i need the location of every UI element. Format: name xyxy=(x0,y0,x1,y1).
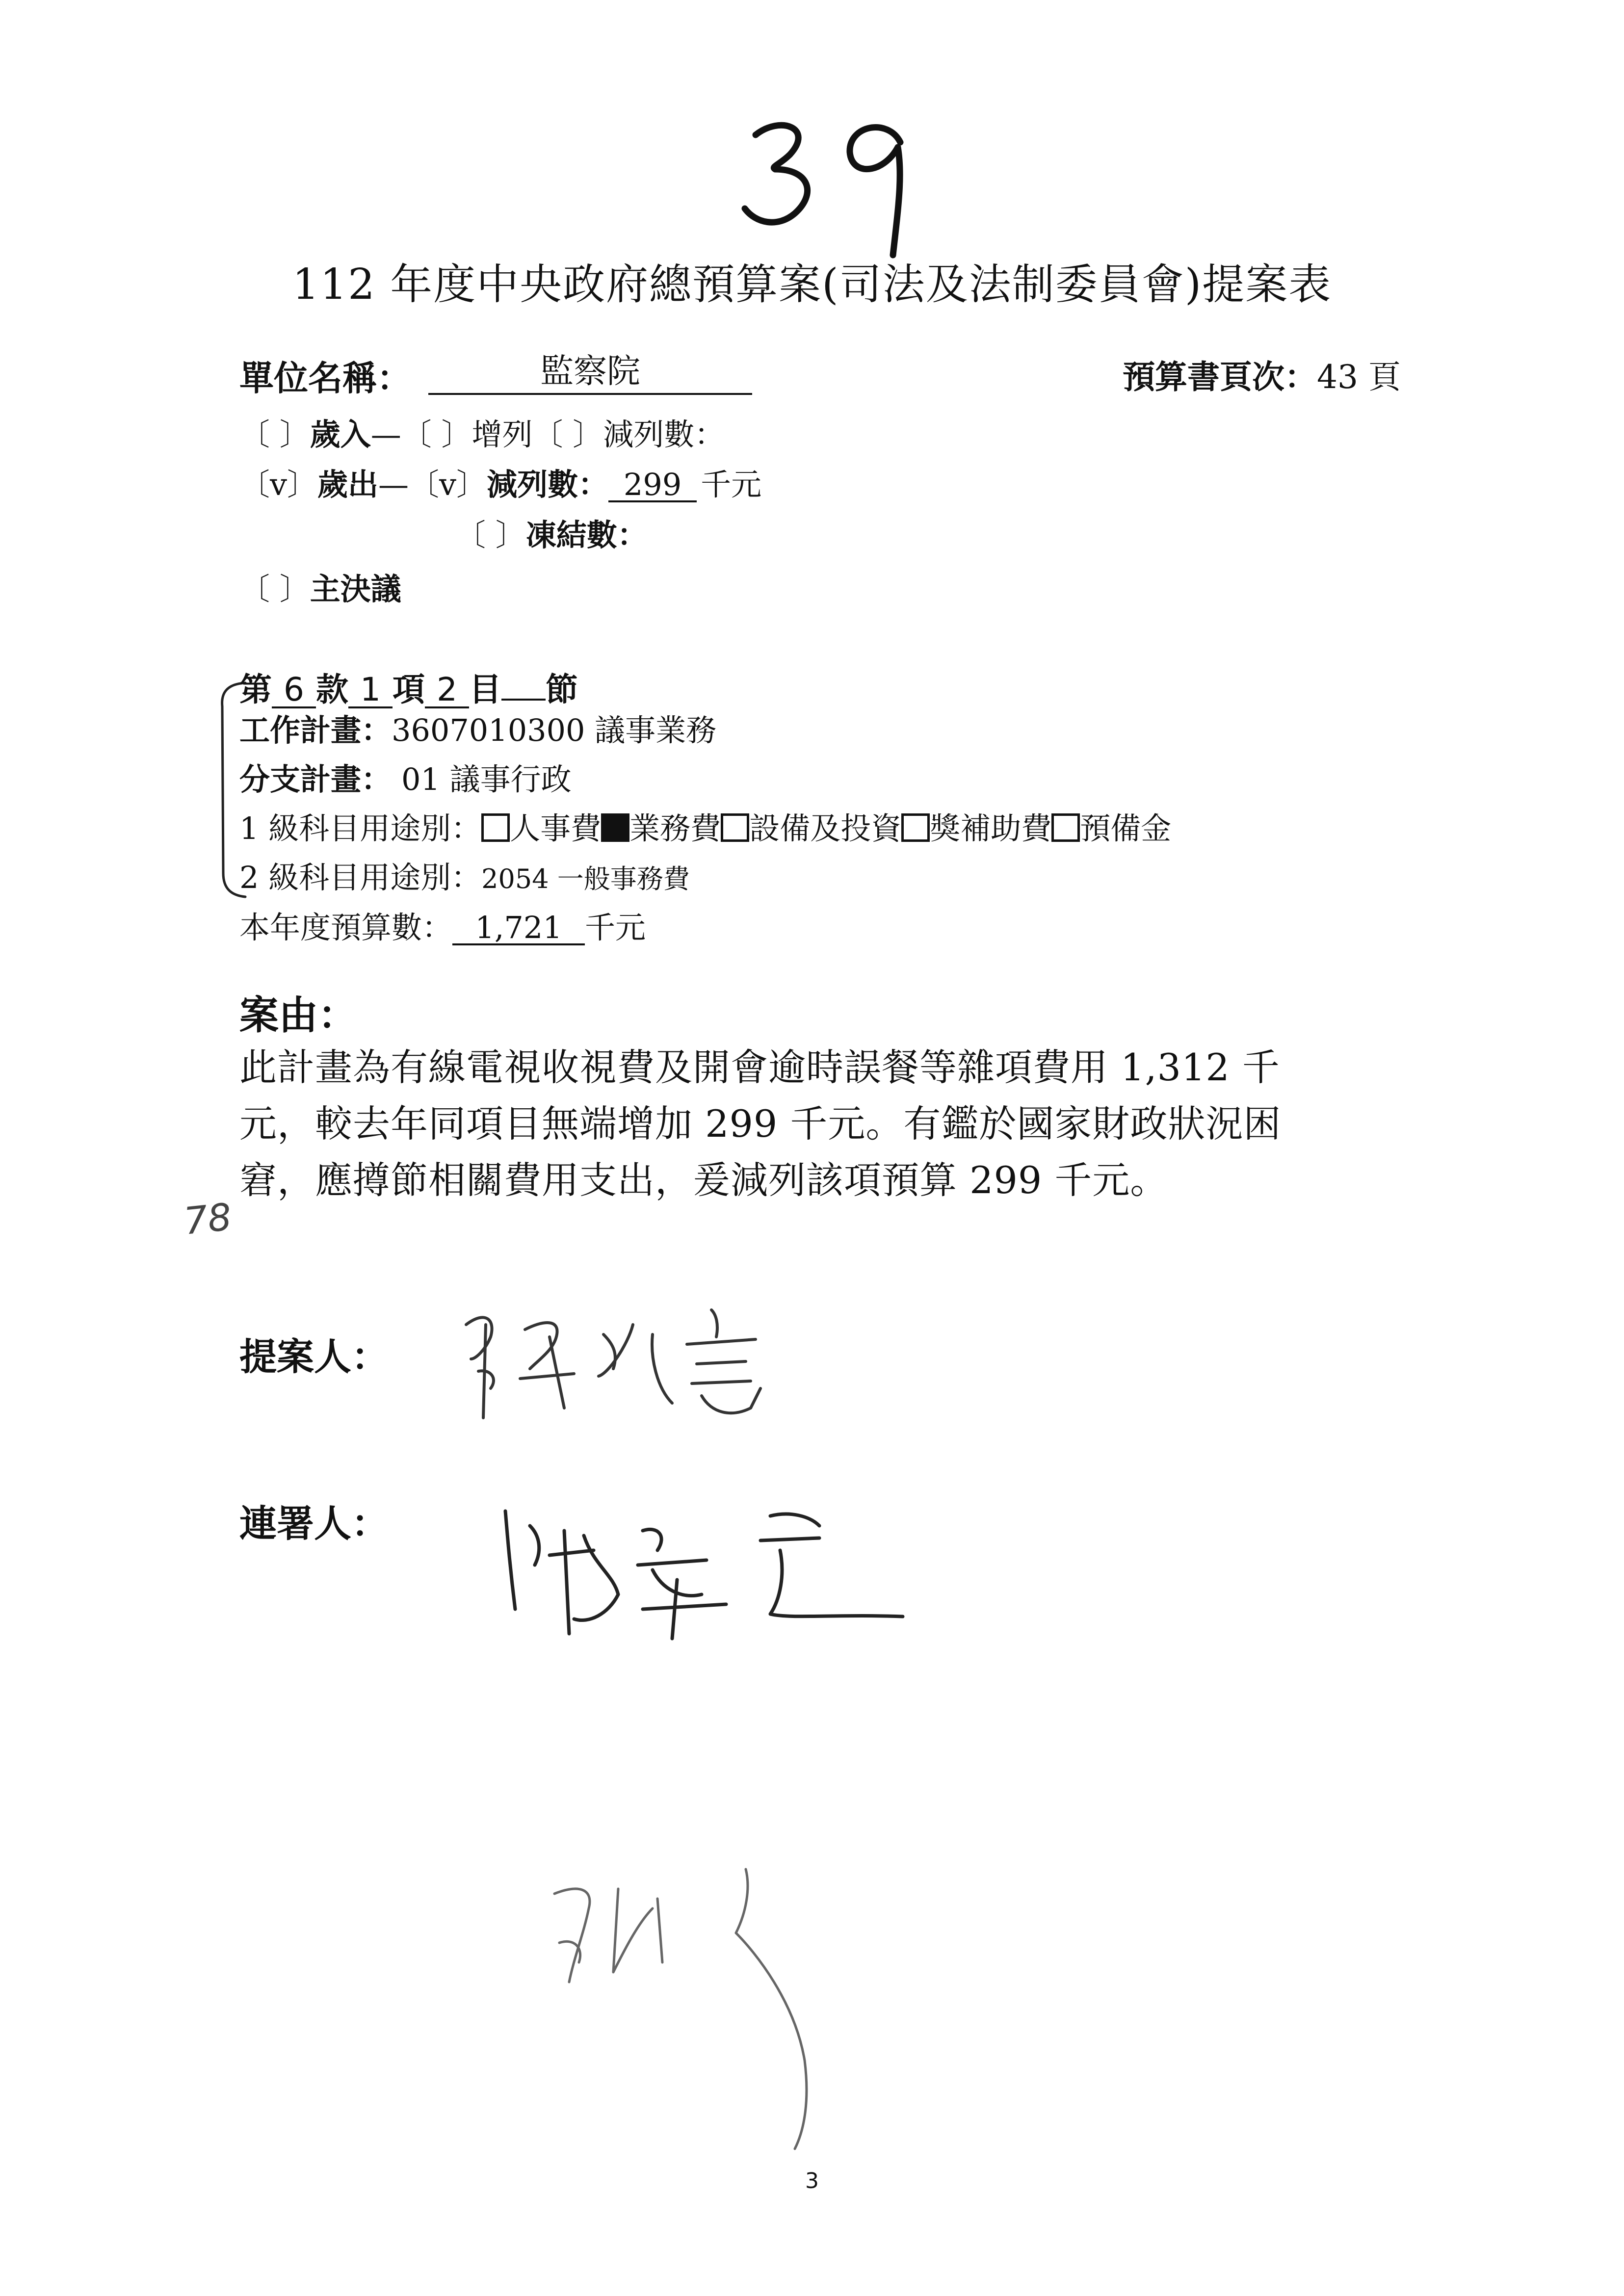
option-expense xyxy=(239,469,761,502)
budget-label: 本年度預算數： xyxy=(239,910,453,945)
level1-checkbox-3 xyxy=(901,813,930,842)
level1-checkbox-1 xyxy=(601,813,629,842)
work-plan-value: 3607010300 議事業務 xyxy=(392,712,717,748)
level1-option-label-0: 人事費 xyxy=(510,810,602,846)
document-title: 112 年度中央政府總預算案(司法及法制委員會)提案表 xyxy=(292,260,1332,309)
level2-usage xyxy=(239,862,690,893)
main-resolution-box: 〔 〕 xyxy=(239,571,310,607)
freeze-label: 凍結數： xyxy=(525,517,648,553)
mu-label: 目 xyxy=(469,671,501,708)
level1-checkbox-4 xyxy=(1051,813,1080,842)
revenue-label: 歲入 xyxy=(310,417,371,452)
expense-unit: 千元 xyxy=(701,467,762,502)
kuan-label: 款 xyxy=(316,671,348,708)
budget-page-value: 43 頁 xyxy=(1317,358,1401,396)
level2-label: 2 級科目用途別： xyxy=(239,860,482,895)
branch-plan-value: 01 議事行政 xyxy=(401,761,572,797)
expense-decrease-value: 299 xyxy=(608,469,697,502)
expense-decrease-label: 減列數： xyxy=(487,467,609,502)
branch-plan-label: 分支計畫： xyxy=(239,761,392,797)
level1-options xyxy=(481,810,1171,846)
cosigner-label: 連署人： xyxy=(239,1502,389,1545)
level1-checkbox-2 xyxy=(721,813,749,842)
kuan-prefix: 第 xyxy=(239,671,272,708)
budget-value: 1,721 xyxy=(452,912,585,945)
level2-value: 2054 一般事務費 xyxy=(481,863,690,894)
annual-budget xyxy=(239,912,646,945)
revenue-dash: — xyxy=(370,417,401,452)
jie-label: 節 xyxy=(546,671,578,708)
revenue-increase-label: 增列 xyxy=(471,417,533,452)
reason-heading: 案由： xyxy=(239,992,357,1038)
reason-line-2: 元，較去年同項目無端增加 299 千元。有鑑於國家財政狀況困 xyxy=(239,1102,1282,1146)
level1-option-label-2: 設備及投資 xyxy=(749,810,902,846)
unit-label: 單位名稱： xyxy=(239,358,411,398)
expense-decrease-box: 〔v〕 xyxy=(409,467,487,502)
level1-option-label-4: 預備金 xyxy=(1080,810,1172,846)
option-revenue xyxy=(239,419,725,450)
budget-unit: 千元 xyxy=(585,910,646,945)
expense-box: 〔v〕 xyxy=(239,467,318,502)
level1-label: 1 級科目用途別： xyxy=(239,810,482,846)
budget-page-ref xyxy=(1123,351,1401,397)
expense-label: 歲出 xyxy=(317,467,379,502)
level1-option-label-3: 獎補助費 xyxy=(930,810,1052,846)
proposer-label: 提案人： xyxy=(239,1335,389,1379)
xiang-label: 項 xyxy=(393,671,425,708)
proposer-signature xyxy=(456,1290,829,1437)
handwritten-number xyxy=(736,108,932,255)
margin-note: 78 xyxy=(182,1195,234,1243)
option-main-resolution xyxy=(239,571,401,607)
work-plan-label: 工作計畫： xyxy=(239,712,392,748)
jie-value xyxy=(501,666,546,701)
main-resolution-label: 主決議 xyxy=(310,571,401,607)
cosigner-signature-2 xyxy=(540,1854,854,2159)
freeze-box: 〔 〕 xyxy=(455,517,526,553)
revenue-increase-box: 〔 〕 xyxy=(401,417,472,452)
level1-usage xyxy=(239,810,1172,846)
option-freeze xyxy=(455,517,648,553)
revenue-box: 〔 〕 xyxy=(239,417,310,452)
revenue-decrease-label: 減列數： xyxy=(603,417,725,452)
cosigner-signature-1 xyxy=(496,1496,917,1653)
level1-option-label-1: 業務費 xyxy=(629,810,721,846)
reason-line-1: 此計畫為有線電視收視費及開會逾時誤餐等雜項費用 1,312 千 xyxy=(239,1045,1280,1089)
page-number: 3 xyxy=(805,2168,819,2193)
unit-value-underline xyxy=(428,351,752,395)
kuan-value: 6 xyxy=(272,673,316,708)
budget-item-line xyxy=(239,666,578,708)
xiang-value: 1 xyxy=(348,673,393,708)
expense-dash: — xyxy=(378,467,409,502)
work-plan xyxy=(239,712,717,748)
branch-plan xyxy=(239,761,572,797)
reason-line-3: 窘，應撙節相關費用支出，爰減列該項預算 299 千元。 xyxy=(239,1158,1168,1202)
level1-checkbox-0 xyxy=(481,813,510,842)
mu-value: 2 xyxy=(425,673,469,708)
revenue-decrease-box: 〔 〕 xyxy=(532,417,603,452)
budget-page-label: 預算書頁次： xyxy=(1123,358,1317,396)
unit-value: 監察院 xyxy=(540,352,640,391)
